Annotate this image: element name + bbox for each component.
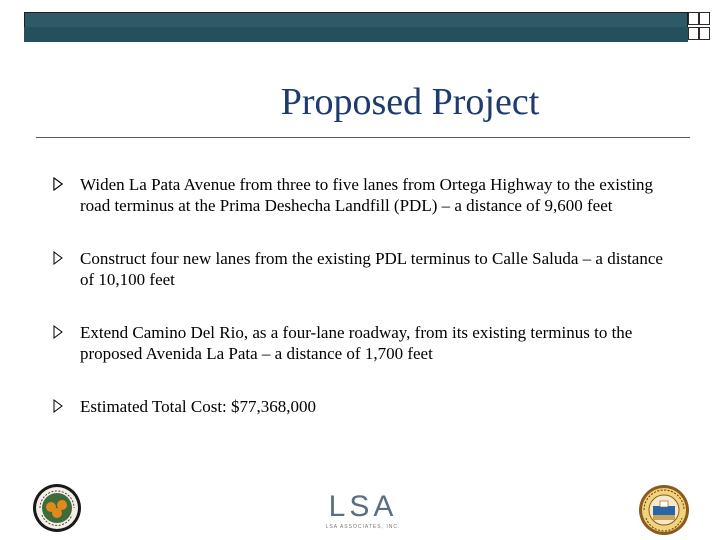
arrow-bullet-icon xyxy=(52,399,64,413)
corner-square xyxy=(688,12,699,25)
slide-title-text: Proposed Project xyxy=(280,81,540,123)
bullet-item xyxy=(50,174,670,216)
arrow-bullet-icon xyxy=(52,325,64,339)
arrow-bullet-icon xyxy=(52,251,64,265)
county-seal-logo xyxy=(32,483,82,533)
bullet-text: Construct four new lanes from the existing PDL terminus to Calle Saluda – a distance of 10,100 feet xyxy=(80,249,663,289)
corner-square xyxy=(699,12,710,25)
bullet-list xyxy=(50,174,670,417)
bullet-text: Estimated Total Cost: $77,368,000 xyxy=(80,397,317,416)
bullet-item xyxy=(50,248,670,290)
title-divider xyxy=(36,137,690,138)
bullet-text: Extend Camino Del Rio, as a four-lane roadway, from its existing terminus to the proposed Avenida La Pata – a distance of 1,700 feet xyxy=(80,323,633,363)
lsa-logo xyxy=(318,490,408,530)
corner-squares xyxy=(688,12,710,42)
bullet-item xyxy=(50,396,670,417)
corner-square xyxy=(699,27,710,40)
lsa-logo-text: LSA xyxy=(328,490,398,523)
city-seal-logo xyxy=(638,484,690,536)
arrow-bullet-icon xyxy=(52,177,64,191)
header-bar xyxy=(24,12,688,42)
bullet-item xyxy=(50,322,670,364)
header-bar-shade xyxy=(24,27,688,42)
slide-title xyxy=(0,80,720,124)
bullet-text: Widen La Pata Avenue from three to five lanes from Ortega Highway to the existing road terminus at the Prima Deshecha Landfill (PDL) – a distance of 9,600 feet xyxy=(80,175,654,215)
lsa-logo-subtext: LSA ASSOCIATES, INC. xyxy=(325,524,401,530)
corner-square xyxy=(688,27,699,40)
